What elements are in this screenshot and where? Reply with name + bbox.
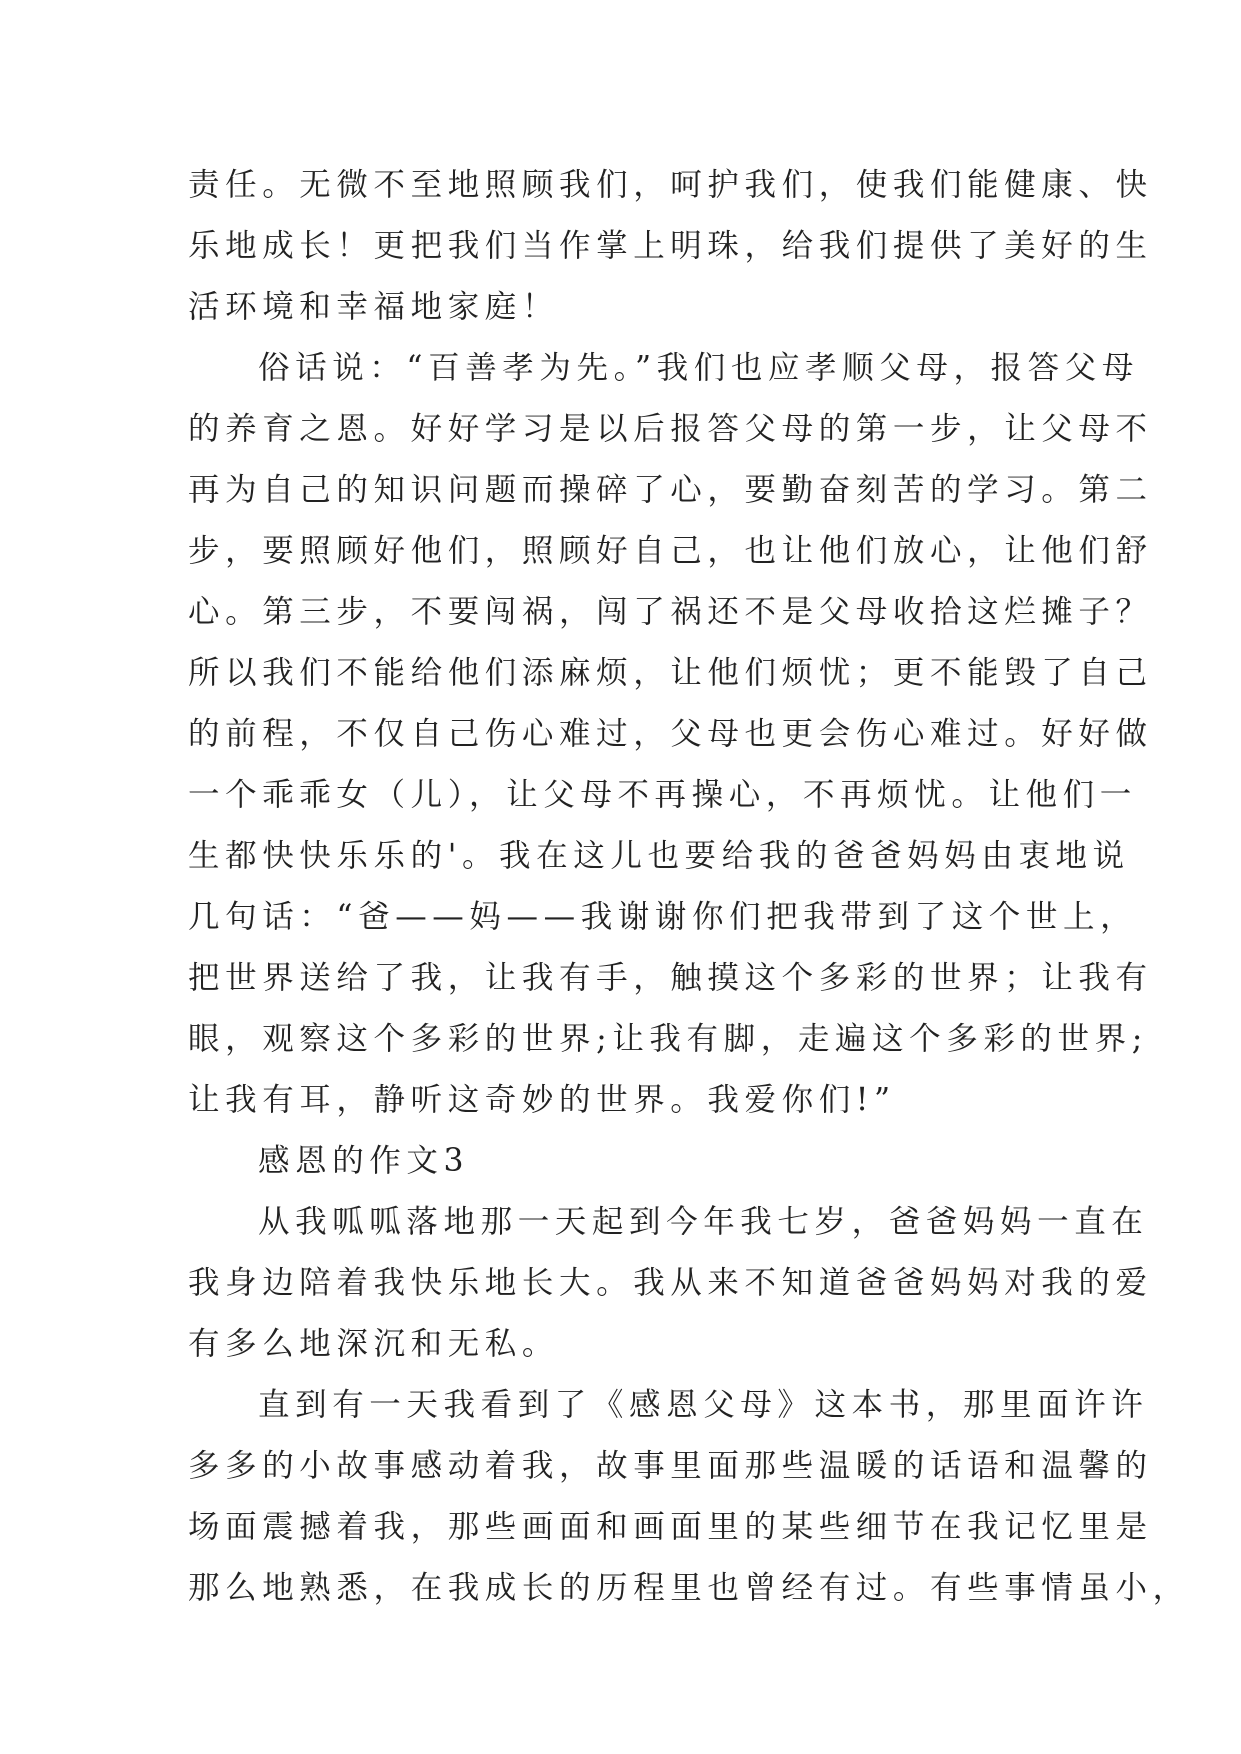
text-line: 场面震撼着我，那些画面和画面里的某些细节在我记忆里是	[188, 1509, 1153, 1545]
text-line: 责任。无微不至地照顾我们，呵护我们，使我们能健康、快	[188, 167, 1153, 203]
text-line: 眼，观察这个多彩的世界;让我有脚，走遍这个多彩的世界;	[188, 1021, 1148, 1057]
text-line: 把世界送给了我，让我有手，触摸这个多彩的世界；让我有	[188, 960, 1153, 996]
text-line: 多多的小故事感动着我，故事里面那些温暖的话语和温馨的	[188, 1448, 1153, 1484]
text-line: 那么地熟悉，在我成长的历程里也曾经有过。有些事情虽小，	[188, 1570, 1190, 1606]
text-line: 有多么地深沉和无私。	[188, 1326, 560, 1362]
text-line: 活环境和幸福地家庭！	[188, 289, 560, 325]
text-line: 几句话：“爸——妈——我谢谢你们把我带到了这个世上，	[188, 899, 1138, 935]
essay-text	[188, 155, 1190, 1619]
text-line: 让我有耳，静听这奇妙的世界。我爱你们!”	[188, 1082, 896, 1118]
paragraph-start-line: 直到有一天我看到了《感恩父母》这本书，那里面许许	[258, 1387, 1149, 1423]
text-line: 乐地成长！更把我们当作掌上明珠，给我们提供了美好的生	[188, 228, 1153, 264]
text-line: 再为自己的知识问题而操碎了心，要勤奋刻苦的学习。第二	[188, 472, 1153, 508]
text-line: 步，要照顾好他们，照顾好自己，也让他们放心，让他们舒	[188, 533, 1153, 569]
paragraph-start-line: 从我呱呱落地那一天起到今年我七岁，爸爸妈妈一直在	[258, 1204, 1149, 1240]
section-heading: 感恩的作文3	[258, 1143, 470, 1179]
text-line: 生都快快乐乐的'。我在这儿也要给我的爸爸妈妈由衷地说	[188, 838, 1130, 874]
text-line: 我身边陪着我快乐地长大。我从来不知道爸爸妈妈对我的爱	[188, 1265, 1153, 1301]
text-line: 的养育之恩。好好学习是以后报答父母的第一步，让父母不	[188, 411, 1153, 447]
text-line: 一个乖乖女（儿），让父母不再操心，不再烦忧。让他们一	[188, 777, 1137, 813]
paragraph-start-line: 俗话说：“百善孝为先。”我们也应孝顺父母，报答父母	[258, 350, 1139, 386]
text-line: 心。第三步，不要闯祸，闯了祸还不是父母收拾这烂摊子？	[188, 594, 1153, 630]
text-line: 的前程，不仅自己伤心难过，父母也更会伤心难过。好好做	[188, 716, 1153, 752]
text-line: 所以我们不能给他们添麻烦，让他们烦忧；更不能毁了自己	[188, 655, 1153, 691]
